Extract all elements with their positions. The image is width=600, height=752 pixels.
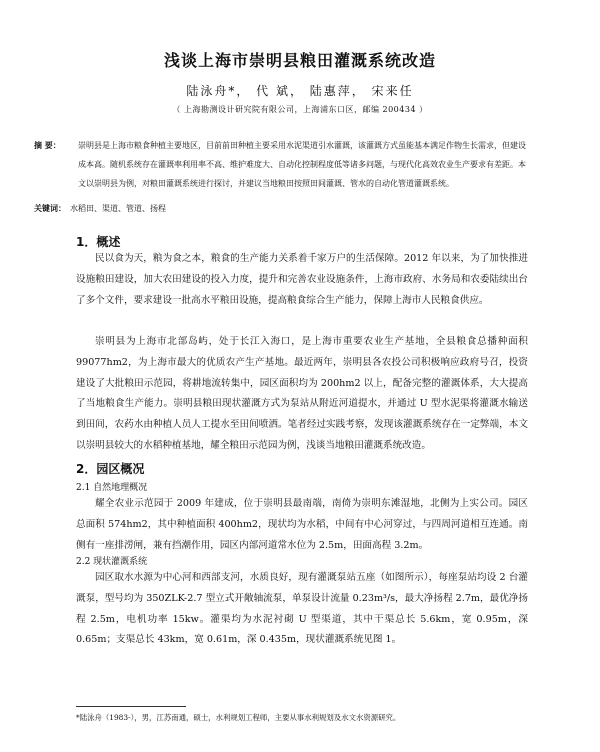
abstract-label: 摘 要： — [34, 140, 61, 150]
section-heading: 2．园区概况 — [76, 462, 145, 476]
body-paragraph: 崇明县为上海市北部岛屿，处于长江入海口，是上海市重要农业生产基地，全县粮食总播种面积 99077hm2，为上海市最大的优质农产生产基地。最近两年，崇明县各农投公司积极响应政府号召，投资建设了大批粮田示范园，将耕地流转集中，园区面积均为 200hm2 以上，配备完整的灌溉体系，大大提高了当地粮食生产能力。崇明县粮田现状灌溉方式为泵站从附近河道提水，并通过 U 型水泥渠将灌溉水输送到田间，农药水由种植人员人工提水至田间喷洒。笔者经过实践考察，发现该灌溉系统存在一定弊端，本文以崇明县较大的水稻种植基地，耀全粮田示范园为例，浅谈当地粮田灌溉系统改造。 — [76, 336, 528, 451]
abstract — [34, 136, 530, 193]
section-heading: 1．概述 — [76, 235, 121, 249]
affiliation: （ 上海勘测设计研究院有限公司，上海浦东口区，邮编 200434 ） — [172, 105, 428, 114]
author-list: 陆泳舟*， 代 斌， 陆惠萍， 宋来任 — [186, 84, 414, 98]
subsection-heading: 2.2 现状灌溉系统 — [76, 557, 148, 567]
abstract-text: 崇明县是上海市粮食种植主要地区，目前前田种植主要采用水泥渠道引水灌溉，该灌溉方式虽能基本满足作物生长需求，但建设成本高。随机系统存在灌溉率利用率不高、维护难度大、自动化控制程度低等诸多问题，与现代化高效农业生产要求有差距。本文以崇明县为例，对粮田灌溉系统进行探讨，并建议当地粮田按照田间灌溉、管水的自动化管道灌溉系统。 — [78, 141, 526, 188]
body-paragraph: 耀全农业示范园于 2009 年建成，位于崇明县最南端，南倚为崇明东滩湿地，北侧为上实公司。园区总面积 574hm2，其中种植面积 400hm2，现状均为水稻，中间有中心河穿过，与四周河道相互连通。南侧有一座排涝闸，兼有挡潮作用，园区内部河道常水位为 2.5m，田面高程 3.2m。 — [76, 498, 528, 551]
body-paragraph: 园区取水水源为中心河和西部支河，水质良好，现有灌溉泵站五座（如图所示），每座泵站均设 2 台灌溉泵，型号均为 350ZLK-2.7 型立式开敞轴流泵，单泵设计流量 0.23m³/s，最大净扬程 2.7m，最优净扬程 2.5m，电机功率 15kw。灌渠均为水泥衬砌 U 型渠道，其中干渠总长 5.6km，宽 0.95m，深 0.65m；支渠总长 43km，宽 0.61m，深 0.435m，现状灌溉系统见图 1。 — [76, 572, 528, 646]
paper-title: 浅谈上海市崇明县粮田灌溉系统改造 — [163, 51, 436, 70]
keywords — [34, 203, 534, 214]
subsection-heading: 2.1 自然地理概况 — [76, 483, 148, 493]
footnote: *陆泳舟（1983-），男，江苏南通，硕士，水利规划工程师，主要从事水利规划及水文水资源研究。 — [76, 713, 401, 722]
body-paragraph: 民以食为天，粮为食之本，粮食的生产能力关系着千家万户的生活保障。2012 年以来，为了加快推进设施粮田建设，加大农田建设的投入力度，提升和完善农业设施条件，上海市政府、水务局和农委陆续出台了多个文件，要求建设一批高水平粮田设施，提高粮食综合生产能力，保障上海市人民粮食供应。 — [76, 253, 528, 306]
keywords-text: 水稻田、渠道、管道、扬程 — [70, 204, 166, 213]
keywords-label: 关键词： — [34, 203, 66, 213]
footnote-rule — [76, 706, 186, 707]
